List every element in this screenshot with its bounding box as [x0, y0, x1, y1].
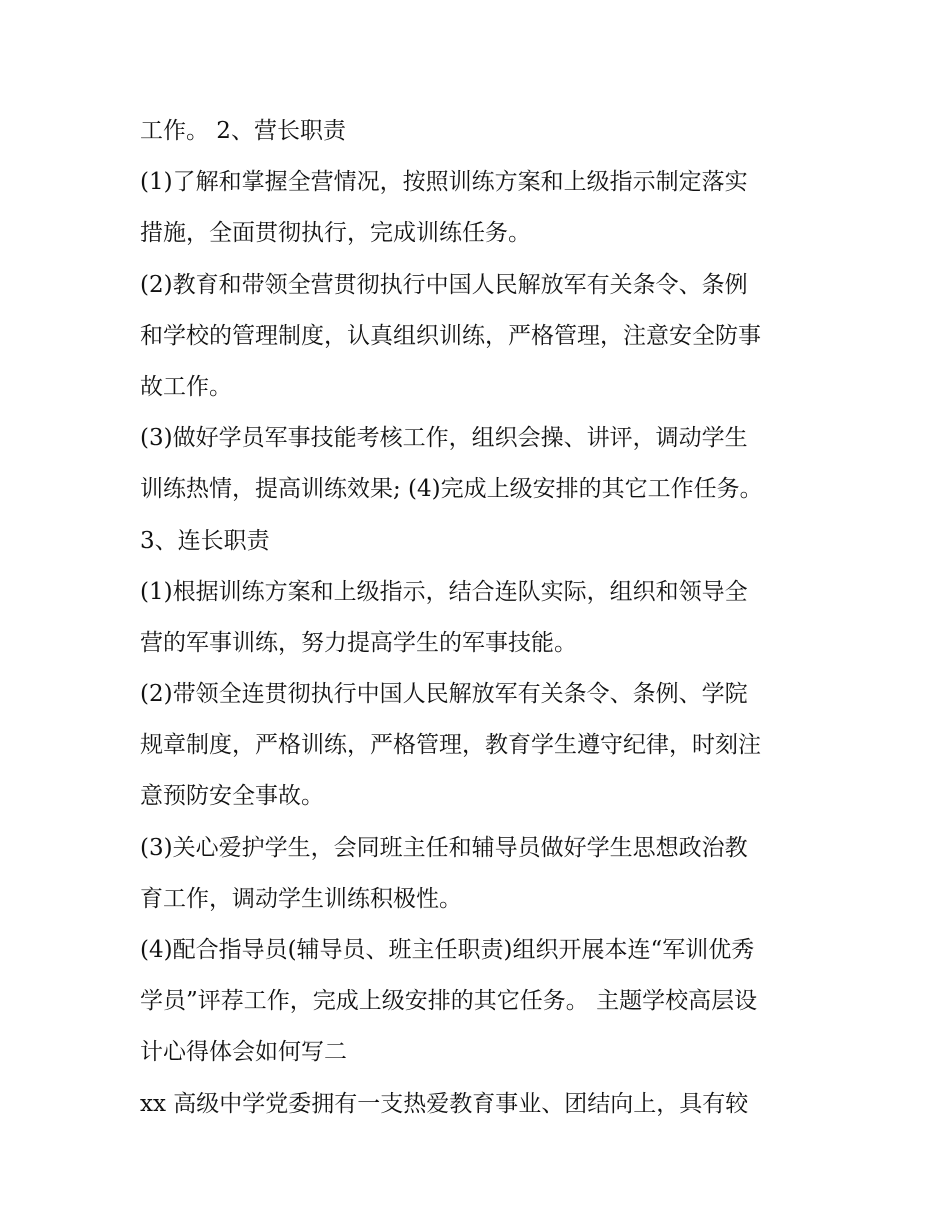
- text-line: (3)关心爱护学生，会同班主任和辅导员做好学生思想政治教: [140, 834, 748, 861]
- document-body: [140, 106, 830, 1130]
- text-line: 训练热情，提高训练效果; (4)完成上级安排的其它工作任务。: [140, 476, 763, 503]
- section-heading: 3、连长职责: [140, 527, 270, 554]
- text-line: 学员”评荐工作，完成上级安排的其它任务。 主题学校高层设: [140, 988, 758, 1015]
- text-line: (2)教育和带领全营贯彻执行中国人民解放军有关条令、条例: [140, 271, 748, 298]
- text-line: 育工作，调动学生训练积极性。: [140, 885, 462, 912]
- text-line: 措施，全面贯彻执行，完成训练任务。: [140, 220, 531, 247]
- text-line: (4)配合指导员(辅导员、班主任职责)组织开展本连“军训优秀: [140, 937, 755, 963]
- text-line: 和学校的管理制度，认真组织训练，严格管理，注意安全防事: [140, 322, 761, 349]
- text-line: (3)做好学员军事技能考核工作，组织会操、讲评，调动学生: [140, 425, 748, 452]
- text-line: 营的军事训练，努力提高学生的军事技能。: [140, 629, 577, 656]
- text-line: (2)带领全连贯彻执行中国人民解放军有关条令、条例、学院: [140, 681, 748, 708]
- text-line: 规章制度，严格训练，严格管理，教育学生遵守纪律，时刻注: [140, 732, 761, 759]
- text-line: 意预防安全事故。: [140, 783, 324, 810]
- text-line: xx 高级中学党委拥有一支热爱教育事业、团结向上，具有较: [140, 1090, 749, 1117]
- text-line: (1)根据训练方案和上级指示，结合连队实际，组织和领导全: [140, 578, 748, 605]
- text-line: (1)了解和掌握全营情况，按照训练方案和上级指示制定落实: [140, 169, 748, 196]
- text-line: 工作。 2、营长职责: [140, 118, 346, 144]
- text-line: 故工作。: [140, 373, 232, 400]
- text-line: 计心得体会如何写二: [140, 1039, 347, 1066]
